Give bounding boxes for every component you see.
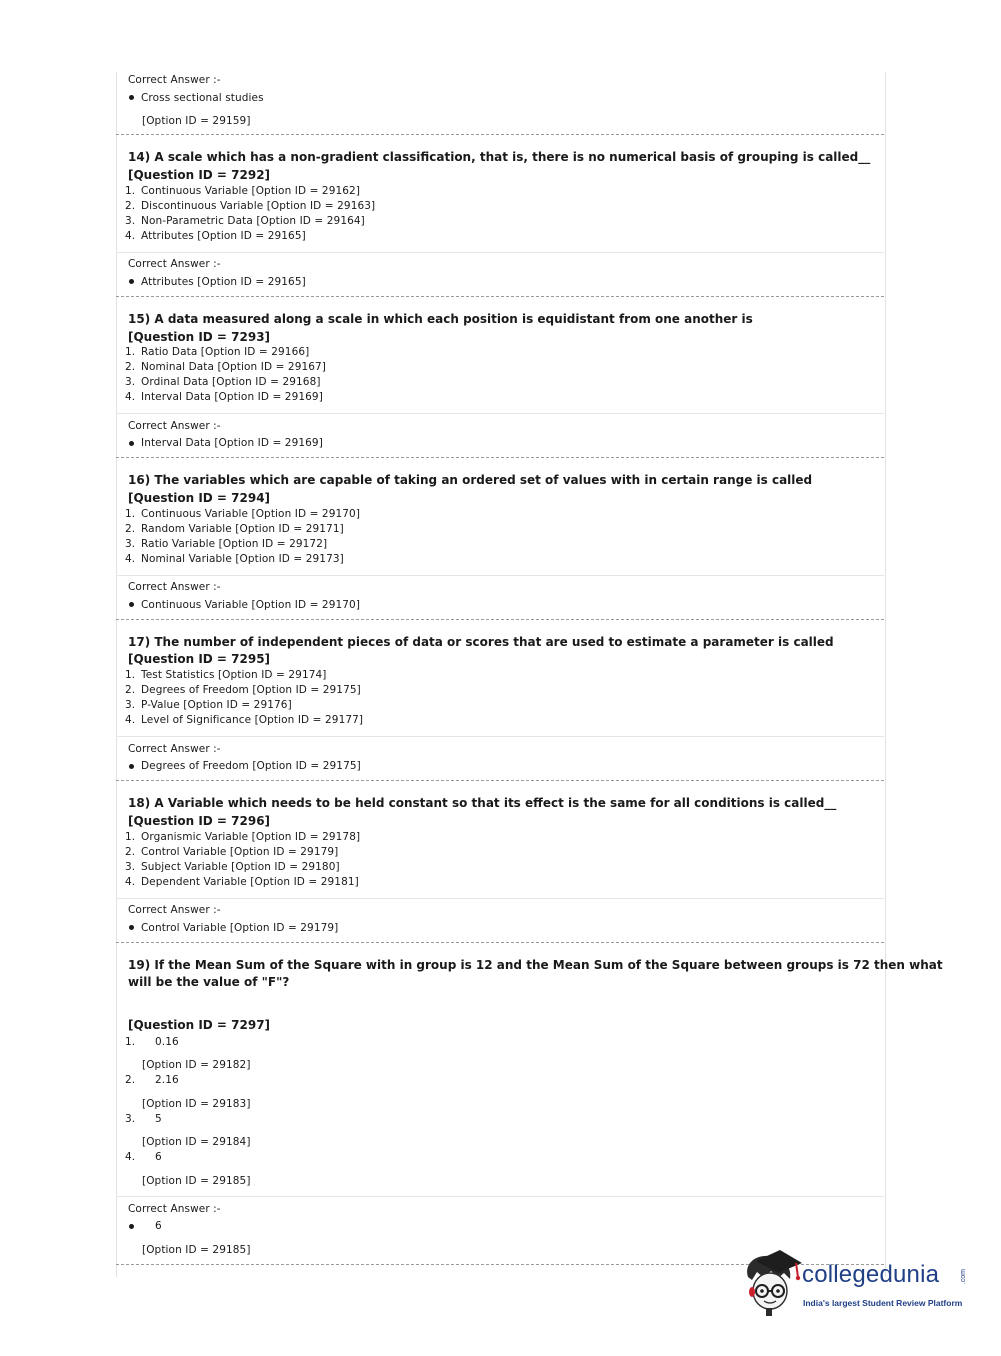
correct-answer-label: Correct Answer :-	[128, 904, 221, 916]
answer-text: Cross sectional studies	[141, 92, 264, 104]
correct-answer-label: Correct Answer :-	[128, 1203, 221, 1215]
bullet-icon	[129, 764, 134, 769]
option-value: 6	[155, 1151, 162, 1163]
option-id: [Option ID = 29182]	[142, 1059, 251, 1071]
brand-tagline: India's largest Student Review Platform	[803, 1298, 963, 1308]
question-title: 14) A scale which has a non-gradient classification, that is, there is no numerical basis of grouping is called__	[128, 150, 871, 164]
option-text: Control Variable [Option ID = 29179]	[141, 846, 339, 858]
question-title: 17) The number of independent pieces of data or scores that are used to estimate a parameter is called	[128, 635, 834, 649]
option-number: 1.	[125, 831, 136, 843]
question-id: [Question ID = 7297]	[128, 1018, 271, 1032]
question-title: 19) If the Mean Sum of the Square with in group is 12 and the Mean Sum of the Square between groups is 72 then what	[128, 958, 943, 972]
mascot-icon	[740, 1247, 802, 1322]
brand-domain-suffix: .com	[960, 1269, 967, 1285]
answer-text: Degrees of Freedom [Option ID = 29175]	[141, 760, 361, 772]
question-title: 16) The variables which are capable of taking an ordered set of values with in certain range is called	[128, 473, 813, 487]
option-number: 1.	[125, 669, 136, 681]
option-text: Nominal Variable [Option ID = 29173]	[141, 553, 344, 565]
option-value: 2.16	[155, 1074, 179, 1086]
option-number: 1.	[125, 185, 136, 197]
option-number: 4.	[125, 391, 136, 403]
option-text: Attributes [Option ID = 29165]	[141, 230, 306, 242]
correct-answer-label: Correct Answer :-	[128, 420, 221, 432]
question-title-continued: will be the value of "F"?	[128, 975, 290, 989]
option-number: 4.	[125, 553, 136, 565]
option-text: Nominal Data [Option ID = 29167]	[141, 361, 327, 373]
answer-divider	[116, 575, 884, 576]
option-number: 1.	[125, 508, 136, 520]
bullet-icon	[129, 279, 134, 284]
option-number: 2.	[125, 684, 136, 696]
bullet-icon	[129, 925, 134, 930]
option-text: Dependent Variable [Option ID = 29181]	[141, 876, 359, 888]
question-id: [Question ID = 7296]	[128, 814, 271, 828]
option-number: 2.	[125, 1074, 136, 1086]
question-id: [Question ID = 7295]	[128, 652, 271, 666]
option-text: Degrees of Freedom [Option ID = 29175]	[141, 684, 361, 696]
answer-option-id: [Option ID = 29159]	[142, 115, 251, 127]
option-text: Organismic Variable [Option ID = 29178]	[141, 831, 361, 843]
correct-answer-label: Correct Answer :-	[128, 258, 221, 270]
option-number: 4.	[125, 230, 136, 242]
correct-answer-label: Correct Answer :-	[128, 743, 221, 755]
question-id: [Question ID = 7294]	[128, 491, 271, 505]
option-number: 3.	[125, 538, 136, 550]
option-number: 2.	[125, 523, 136, 535]
answer-value: 6	[155, 1220, 162, 1232]
option-number: 3.	[125, 376, 136, 388]
question-divider	[116, 619, 884, 620]
option-id: [Option ID = 29184]	[142, 1136, 251, 1148]
option-number: 1.	[125, 346, 136, 358]
collegedunia-logo	[740, 1247, 980, 1322]
option-number: 3.	[125, 699, 136, 711]
option-id: [Option ID = 29183]	[142, 1098, 251, 1110]
option-number: 2.	[125, 200, 136, 212]
question-title: 18) A Variable which needs to be held constant so that its effect is the same for all conditions is called__	[128, 796, 837, 810]
option-number: 3.	[125, 215, 136, 227]
option-value: 5	[155, 1113, 162, 1125]
question-id: [Question ID = 7293]	[128, 330, 271, 344]
option-value: 0.16	[155, 1036, 179, 1048]
option-text: Test Statistics [Option ID = 29174]	[141, 669, 327, 681]
answer-divider	[116, 413, 884, 414]
question-divider	[116, 134, 884, 135]
answer-divider	[116, 252, 884, 253]
answer-divider	[116, 898, 884, 899]
option-text: Continuous Variable [Option ID = 29170]	[141, 508, 361, 520]
option-text: Non-Parametric Data [Option ID = 29164]	[141, 215, 365, 227]
option-number: 3.	[125, 1113, 136, 1125]
bullet-icon	[129, 1224, 134, 1229]
question-divider	[116, 457, 884, 458]
answer-text: Attributes [Option ID = 29165]	[141, 276, 306, 288]
question-divider	[116, 780, 884, 781]
option-text: Ordinal Data [Option ID = 29168]	[141, 376, 321, 388]
option-number: 4.	[125, 714, 136, 726]
answer-text: Continuous Variable [Option ID = 29170]	[141, 599, 361, 611]
option-text: Level of Significance [Option ID = 29177]	[141, 714, 364, 726]
option-number: 2.	[125, 846, 136, 858]
bullet-icon	[129, 602, 134, 607]
answer-divider	[116, 736, 884, 737]
option-text: Subject Variable [Option ID = 29180]	[141, 861, 340, 873]
correct-answer-label: Correct Answer :-	[128, 581, 221, 593]
answer-option-id: [Option ID = 29185]	[142, 1244, 251, 1256]
brand-name: collegedunia	[802, 1261, 940, 1288]
answer-text: Control Variable [Option ID = 29179]	[141, 922, 339, 934]
bullet-icon	[129, 95, 134, 100]
option-text: Discontinuous Variable [Option ID = 29163]	[141, 200, 376, 212]
correct-answer-label: Correct Answer :-	[128, 74, 221, 86]
question-divider	[116, 296, 884, 297]
option-text: P-Value [Option ID = 29176]	[141, 699, 292, 711]
option-number: 3.	[125, 861, 136, 873]
question-divider	[116, 942, 884, 943]
question-id: [Question ID = 7292]	[128, 168, 271, 182]
bullet-icon	[129, 441, 134, 446]
question-title: 15) A data measured along a scale in which each position is equidistant from one another is	[128, 312, 753, 326]
answer-text: Interval Data [Option ID = 29169]	[141, 437, 323, 449]
option-text: Interval Data [Option ID = 29169]	[141, 391, 323, 403]
option-number: 1.	[125, 1036, 136, 1048]
option-text: Ratio Data [Option ID = 29166]	[141, 346, 310, 358]
option-text: Continuous Variable [Option ID = 29162]	[141, 185, 361, 197]
option-id: [Option ID = 29185]	[142, 1175, 251, 1187]
option-text: Random Variable [Option ID = 29171]	[141, 523, 344, 535]
option-number: 4.	[125, 876, 136, 888]
option-number: 2.	[125, 361, 136, 373]
option-number: 4.	[125, 1151, 136, 1163]
answer-divider	[116, 1196, 884, 1197]
option-text: Ratio Variable [Option ID = 29172]	[141, 538, 328, 550]
